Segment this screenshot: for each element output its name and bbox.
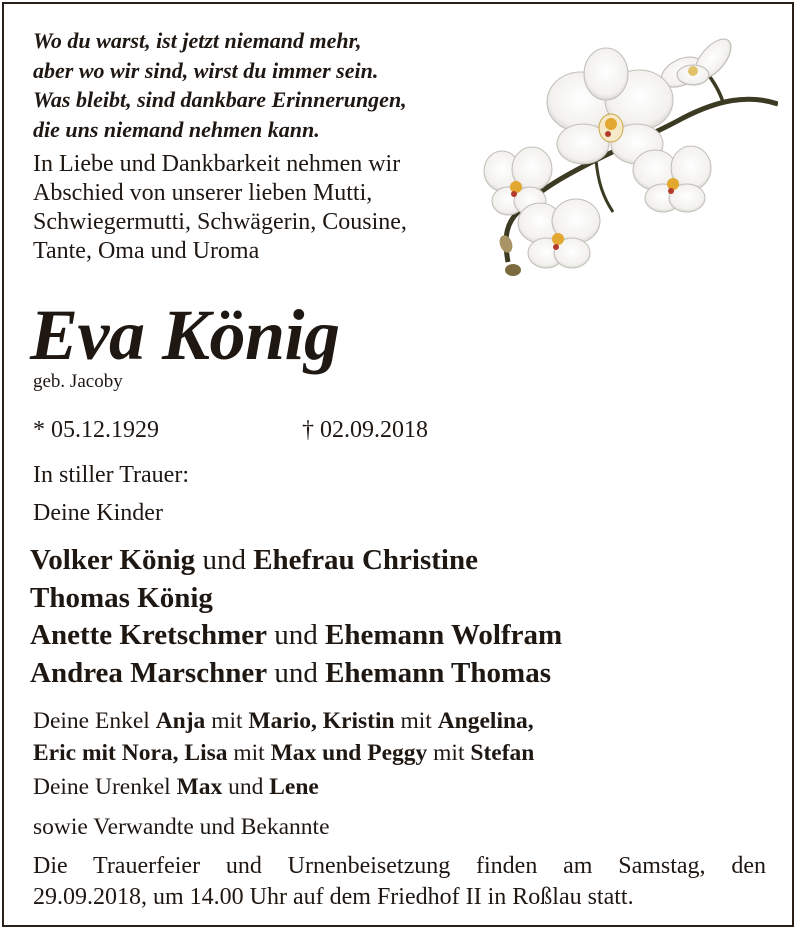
poem-line: die uns niemand nehmen kann. xyxy=(33,116,320,142)
connector: mit xyxy=(427,740,471,766)
birth-date: * 05.12.1929 xyxy=(33,417,159,443)
grandchild-name: Stefan xyxy=(470,740,535,766)
child-entry xyxy=(30,655,562,693)
intro-line: Schwiegermutti, Schwägerin, Cousine, xyxy=(33,209,407,235)
great-grandchildren xyxy=(33,774,319,801)
poem-line: Was bleibt, sind dankbare Erinnerungen, xyxy=(33,87,407,112)
intro-line: Abschied von unserer lieben Mutti, xyxy=(33,180,373,206)
great-grandchildren-label: Deine Urenkel xyxy=(33,774,171,800)
child-entry xyxy=(30,617,562,655)
great-grandchild-name: Max xyxy=(176,774,223,800)
grandchild-name: Max und Peggy xyxy=(270,740,428,766)
grandchild-name: Angelina, xyxy=(437,708,534,734)
poem-line: Wo du warst, ist jetzt niemand mehr, xyxy=(33,28,362,53)
grandchild-name: Eric mit Nora, Lisa xyxy=(33,740,228,766)
grandchildren xyxy=(33,705,534,769)
intro-line: In Liebe und Dankbarkeit nehmen wir xyxy=(33,151,401,177)
child-name: Volker König xyxy=(30,544,196,576)
connector: mit xyxy=(205,708,249,734)
grandchild-name: Kristin xyxy=(322,708,395,734)
grandchildren-label: Deine Enkel xyxy=(33,708,150,734)
memorial-poem xyxy=(33,26,407,144)
partner-name: Ehefrau Christine xyxy=(253,544,478,576)
funeral-line: 29.09.2018, um 14.00 Uhr auf dem Friedhof II in Roßlau statt. xyxy=(33,884,634,910)
grandchild-name: Mario, xyxy=(248,708,317,734)
orchid-illustration xyxy=(478,22,778,287)
connector: und xyxy=(222,774,270,800)
death-date: † 02.09.2018 xyxy=(302,417,428,443)
great-grandchild-name: Lene xyxy=(269,774,319,800)
connector: mit xyxy=(227,740,271,766)
partner-name: Ehemann Wolfram xyxy=(325,619,563,651)
connector: mit xyxy=(394,708,438,734)
child-name: Thomas König xyxy=(30,581,213,614)
intro-text xyxy=(33,150,407,266)
connector: und xyxy=(267,619,325,651)
child-entry xyxy=(30,580,562,618)
grandchildren-line-2 xyxy=(33,737,534,769)
funeral-notice xyxy=(33,851,766,913)
child-name: Anette Kretschmer xyxy=(30,619,267,651)
partner-name: Ehemann Thomas xyxy=(325,656,551,689)
intro-line: Tante, Oma und Uroma xyxy=(33,238,260,264)
funeral-line: Die Trauerfeier und Urnenbeisetzung finden am Samstag, den xyxy=(33,853,766,879)
grief-label: In stiller Trauer: xyxy=(33,462,189,488)
maiden-name: geb. Jacoby xyxy=(33,371,123,392)
poem-line: aber wo wir sind, wirst du immer sein. xyxy=(33,57,379,83)
deceased-name: Eva König xyxy=(30,295,340,375)
children-label: Deine Kinder xyxy=(33,500,163,526)
children-list xyxy=(30,542,562,692)
connector: und xyxy=(267,656,326,689)
grandchild-name: Anja xyxy=(155,708,206,734)
grandchildren-line-1 xyxy=(33,705,534,737)
connector: und xyxy=(195,544,254,576)
child-name: Andrea Marschner xyxy=(30,656,268,689)
child-entry xyxy=(30,542,562,580)
relatives-line: sowie Verwandte und Bekannte xyxy=(33,814,330,840)
